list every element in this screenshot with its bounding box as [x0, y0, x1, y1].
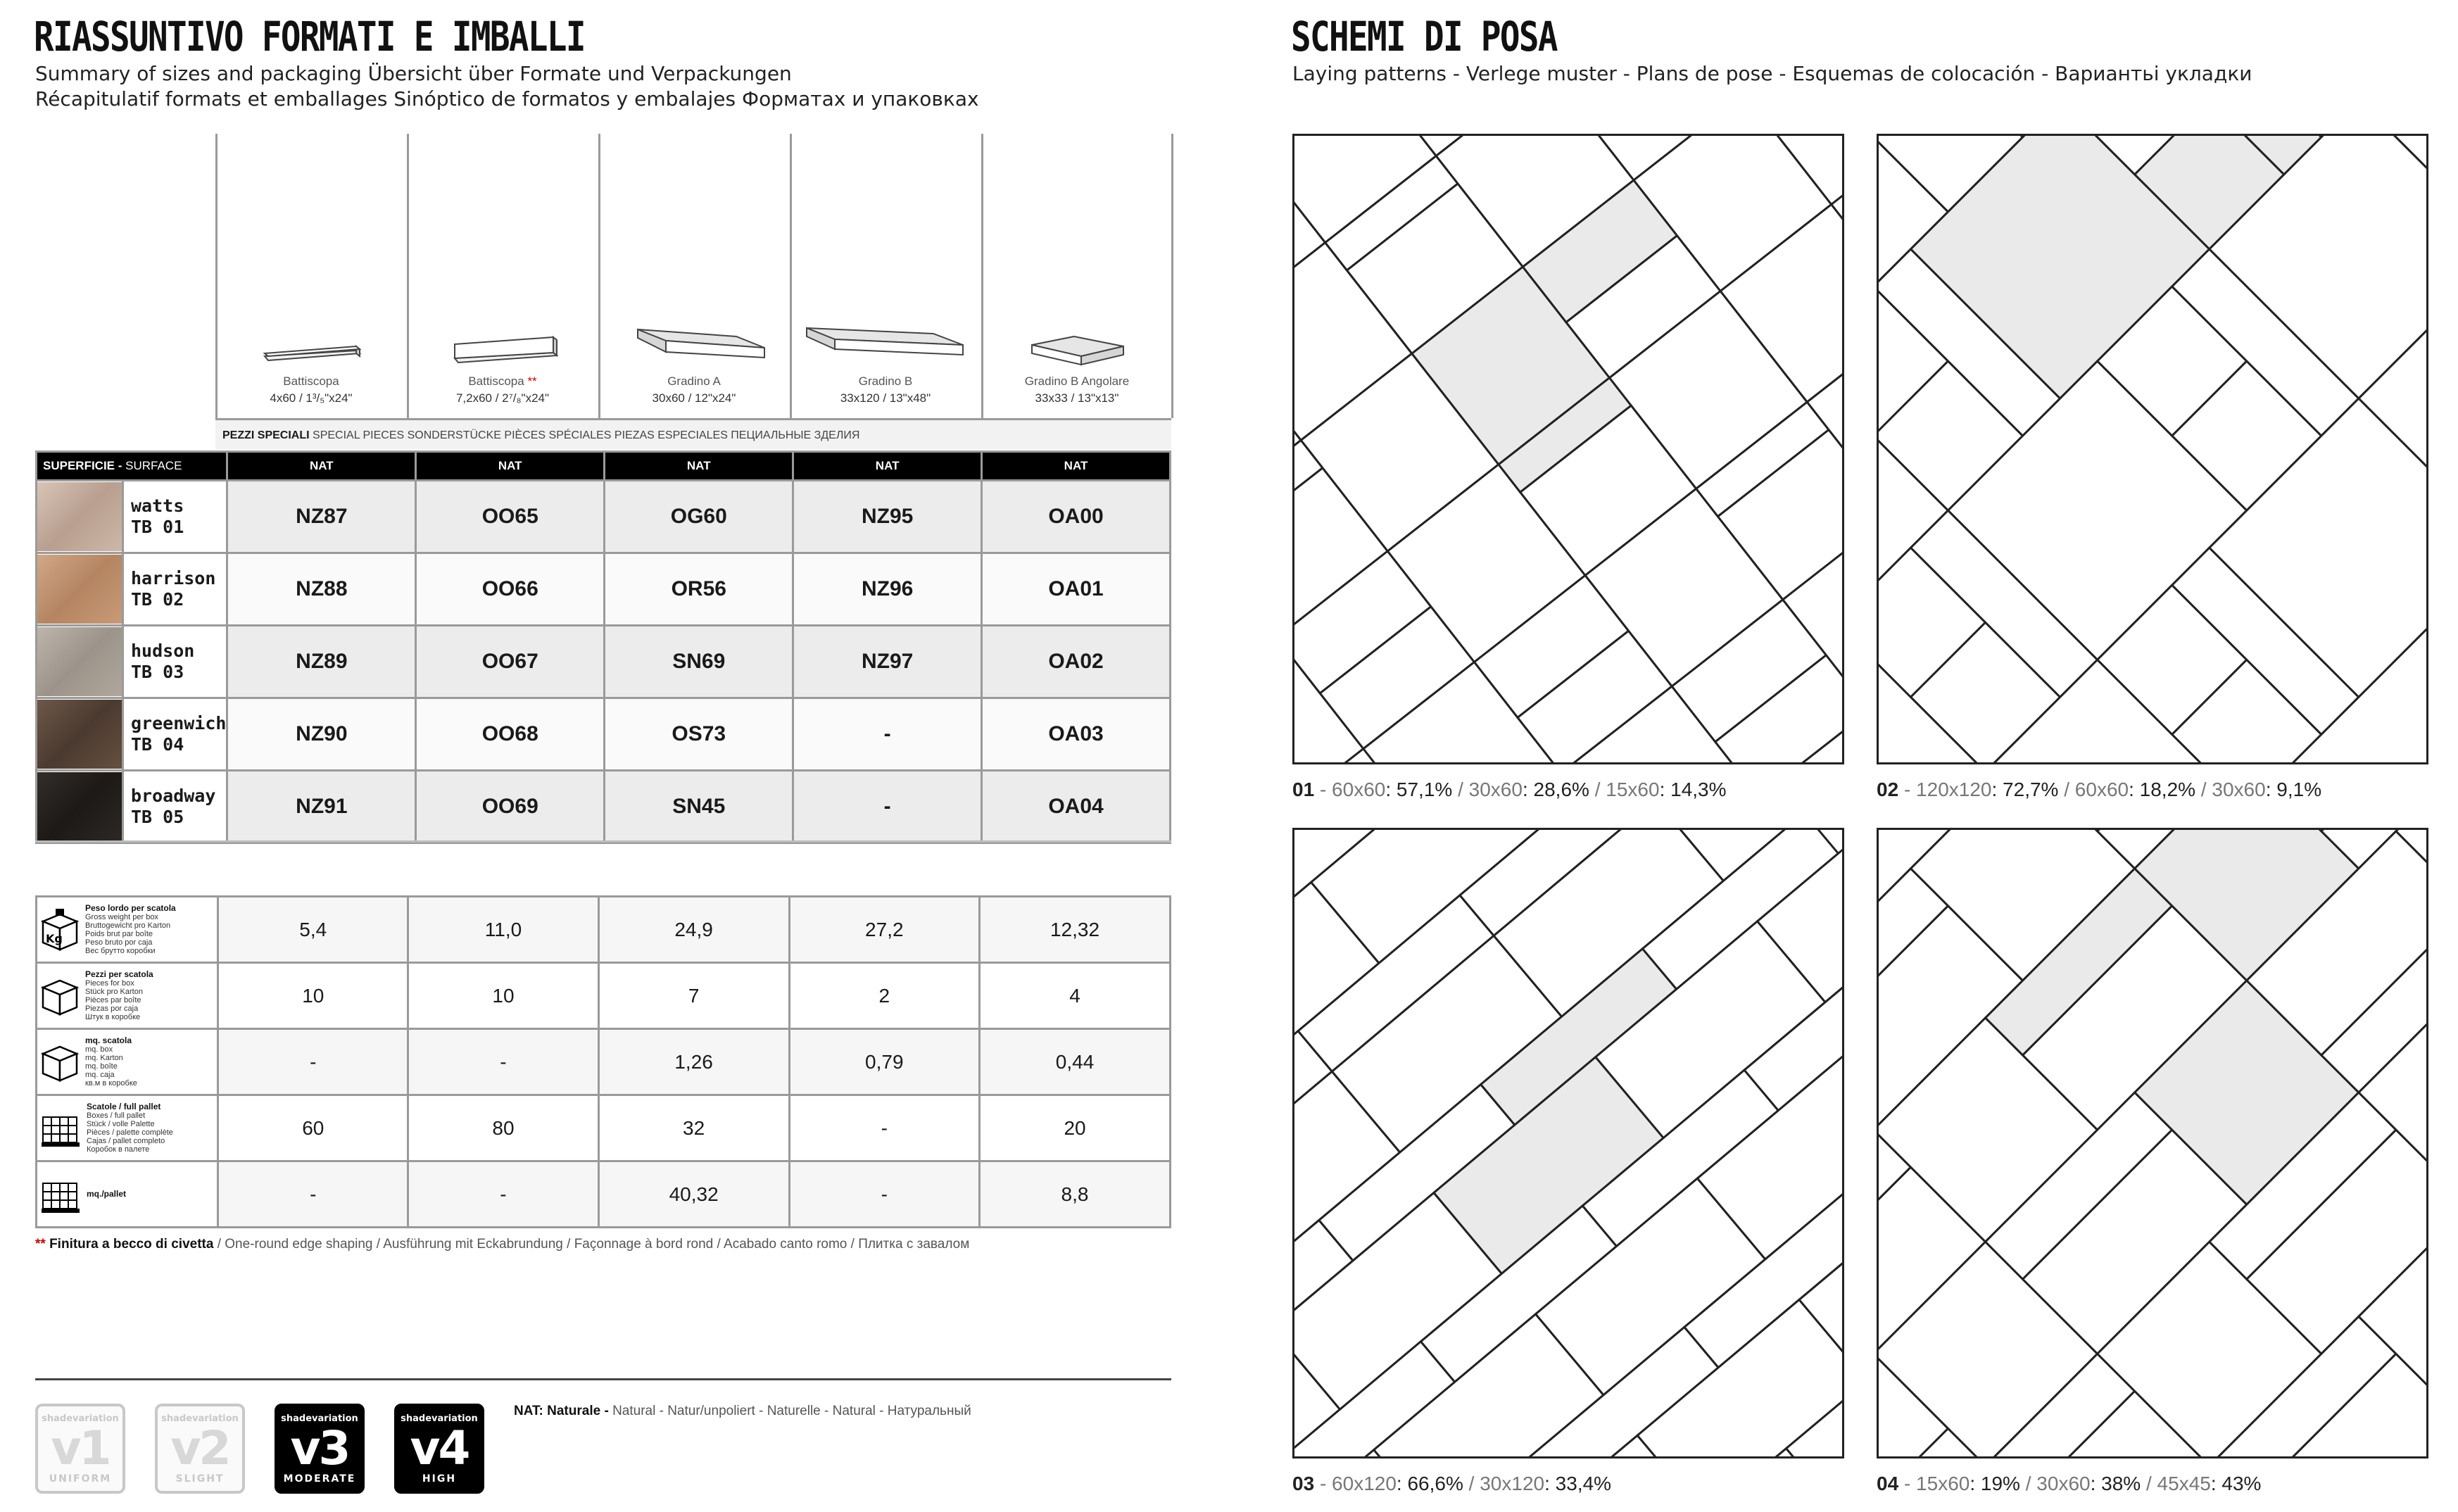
shade-badge-v4: shadevariation v4 HIGH	[394, 1404, 484, 1494]
table-row	[37, 626, 1171, 698]
step-corner-icon	[1025, 331, 1130, 370]
packaging-label: Pezzi per scatola	[85, 969, 153, 979]
packaging-value: 20	[980, 1095, 1171, 1161]
special-pieces-translations: SPECIAL PIECES SONDERSTÜCKE PIÈCES SPÉCIALES PIEZAS ESPECIALES ПЕЦИАЛЬНЫЕ ЗДЕЛИЯ	[313, 429, 860, 441]
packaging-value: 5,4	[218, 897, 408, 963]
code-cell: OS73	[605, 698, 793, 771]
product-mark-2: **	[527, 374, 537, 388]
pattern-04-caption: 04 - 15x60: 19% / 30x60: 38% / 45x45: 43%	[1877, 1473, 2262, 1494]
code-cell: OO65	[416, 481, 605, 553]
packaging-value: 40,32	[598, 1161, 789, 1228]
swatch-watts	[37, 482, 122, 551]
finish-header-3: NAT	[605, 452, 793, 481]
packaging-table	[35, 895, 1171, 1228]
bottom-rule	[35, 1378, 1171, 1380]
special-pieces-band	[215, 418, 1171, 449]
code-cell: OO69	[416, 771, 605, 843]
box-area-icon	[40, 1041, 80, 1083]
product-size-3: 30x60 / 12"x24"	[652, 391, 736, 405]
packaging-value: 8,8	[980, 1161, 1171, 1228]
surface-code: TB 05	[131, 807, 184, 827]
packaging-value: 10	[218, 963, 408, 1029]
surface-name: watts	[131, 496, 184, 516]
packaging-row	[37, 1161, 1171, 1228]
pattern-04-drawing	[1879, 830, 2428, 1459]
pattern-02-caption: 02 - 120x120: 72,7% / 60x60: 18,2% / 30x60: 9,1%	[1877, 779, 2322, 800]
surface-code: TB 02	[131, 589, 184, 610]
packaging-value: 24,9	[598, 897, 789, 963]
surface-name: greenwich	[131, 713, 227, 733]
code-cell: NZ95	[793, 481, 982, 553]
laying-pattern-01	[1292, 134, 1844, 764]
surface-code: TB 04	[131, 734, 184, 755]
packaging-value: 27,2	[789, 897, 979, 963]
packaging-value: 11,0	[408, 897, 598, 963]
finish-header-1: NAT	[227, 452, 416, 481]
product-size-5: 33x33 / 13"x13"	[1035, 391, 1119, 405]
packaging-value: 1,26	[598, 1029, 789, 1095]
packaging-value: 0,44	[980, 1029, 1171, 1095]
code-cell: NZ89	[227, 626, 416, 698]
packaging-value: 32	[598, 1095, 789, 1161]
surface-name: broadway	[131, 786, 216, 806]
packaging-label: Scatole / full pallet	[87, 1102, 161, 1111]
finish-header-4: NAT	[793, 452, 982, 481]
finish-header-2: NAT	[416, 452, 605, 481]
packaging-value: 0,79	[789, 1029, 979, 1095]
nat-note: NAT: Naturale - Natural - Natur/unpoliert - Naturelle - Natural - Натуральный	[514, 1404, 971, 1418]
packaging-label: mq./pallet	[87, 1189, 127, 1199]
packaging-value: -	[789, 1161, 979, 1228]
surface-code: TB 03	[131, 662, 184, 682]
product-header-area	[215, 134, 1171, 418]
code-cell: -	[793, 771, 982, 843]
swatch-broadway	[37, 772, 122, 841]
code-cell: OO68	[416, 698, 605, 771]
laying-pattern-04	[1877, 828, 2428, 1459]
finish-header-5: NAT	[982, 452, 1171, 481]
product-name-2: Battiscopa	[468, 374, 524, 388]
packaging-row: Kg Peso lordo per scatola Gross weight per box Bruttogewicht pro Karton Poids brut par boîte Peso bruto por caja Вес брутто коробки 5,4 11,0 24,9 27,2 12,32	[37, 897, 1171, 963]
code-cell: NZ91	[227, 771, 416, 843]
svg-text:Kg: Kg	[46, 931, 63, 945]
surface-name: hudson	[131, 641, 195, 661]
code-cell: SN69	[605, 626, 793, 698]
code-cell: OA00	[982, 481, 1171, 553]
product-size-1: 4x60 / 1³/₅"x24"	[270, 391, 353, 405]
surface-header-row	[37, 452, 1171, 481]
code-cell: OA04	[982, 771, 1171, 843]
packaging-value: 80	[408, 1095, 598, 1161]
table-row	[37, 553, 1171, 626]
code-cell: NZ87	[227, 481, 416, 553]
packaging-value: 2	[789, 963, 979, 1029]
surface-header: SUPERFICIE - SURFACE	[37, 452, 227, 481]
weight-box-icon	[40, 907, 80, 952]
left-subtitle-line1: Summary of sizes and packaging Übersicht über Formate und Verpackungen	[35, 62, 792, 85]
packaging-value: 10	[408, 963, 598, 1029]
code-cell: NZ96	[793, 553, 982, 626]
special-pieces-label: PEZZI SPECIALI	[222, 429, 310, 441]
skirting-round-icon	[448, 334, 567, 366]
code-cell: OG60	[605, 481, 793, 553]
packaging-label: mq. scatola	[85, 1035, 132, 1045]
packaging-value: 12,32	[980, 897, 1171, 963]
laying-pattern-02	[1877, 134, 2428, 764]
surface-name: harrison	[131, 568, 216, 588]
code-cell: NZ88	[227, 553, 416, 626]
packaging-value: 7	[598, 963, 789, 1029]
swatch-greenwich	[37, 700, 122, 769]
code-cell: -	[793, 698, 982, 771]
pallet-area-icon	[40, 1173, 82, 1216]
product-name-1: Battiscopa	[283, 374, 339, 388]
footnote: ** Finitura a becco di civetta / One-round edge shaping / Ausführung mit Eckabrundung / Façonnage à bord rond / Acabado canto romo / Плитка с завалом	[35, 1237, 970, 1252]
step-b-icon	[800, 324, 969, 366]
shade-badge-v3: shadevariation v3 MODERATE	[275, 1404, 365, 1494]
table-bottom-rule	[35, 840, 1171, 843]
product-name-5: Gradino B Angolare	[1024, 374, 1130, 388]
pattern-02-drawing	[1879, 136, 2428, 764]
box-icon	[40, 975, 80, 1017]
product-name-4: Gradino B	[858, 374, 913, 388]
pallet-icon	[40, 1107, 82, 1149]
code-cell: NZ97	[793, 626, 982, 698]
right-title: SCHEMI DI POSA	[1291, 13, 1557, 61]
shade-badge-v2: shadevariation v2 SLIGHT	[155, 1404, 245, 1494]
code-cell: OR56	[605, 553, 793, 626]
code-cell: OA02	[982, 626, 1171, 698]
pattern-01-caption: 01 - 60x60: 57,1% / 30x60: 28,6% / 15x60: 14,3%	[1292, 779, 1727, 800]
packaging-row: Scatole / full pallet Boxes / full pallet Stück / volle Palette Pièces / palette complète Cajas / pallet completo Коробок в палете 60 80 32 - 20	[37, 1095, 1171, 1161]
packaging-label: Peso lordo per scatola	[85, 903, 176, 913]
surface-code: TB 01	[131, 517, 184, 537]
packaging-value: -	[789, 1095, 979, 1161]
code-cell: SN45	[605, 771, 793, 843]
pattern-03-drawing	[1294, 830, 1844, 1459]
left-subtitle-line2: Récapitulatif formats et emballages Sinóptico de formatos y embalajes Форматах и упаковках	[35, 87, 979, 111]
swatch-hudson	[37, 627, 122, 696]
code-cell: NZ90	[227, 698, 416, 771]
packaging-value: -	[408, 1029, 598, 1095]
right-subtitle: Laying patterns - Verlege muster - Plans de pose - Esquemas de colocación - Вариантьі укладки	[1292, 62, 2252, 85]
skirting-thin-icon	[258, 344, 370, 365]
product-size-4: 33x120 / 13"x48"	[840, 391, 931, 405]
table-row	[37, 481, 1171, 553]
packaging-value: -	[408, 1161, 598, 1228]
left-title: RIASSUNTIVO FORMATI E IMBALLI	[34, 13, 585, 61]
packaging-value: -	[218, 1161, 408, 1228]
product-size-2: 7,2x60 / 2⁷/₈"x24"	[455, 391, 550, 405]
product-name-3: Gradino A	[667, 374, 721, 388]
packaging-value: 60	[218, 1095, 408, 1161]
shade-badge-v1: shadevariation v1 UNIFORM	[35, 1404, 125, 1494]
codes-table	[35, 451, 1171, 844]
table-row	[37, 771, 1171, 843]
code-cell: OO66	[416, 553, 605, 626]
pattern-03-caption: 03 - 60x120: 66,6% / 30x120: 33,4%	[1292, 1473, 1612, 1494]
packaging-row: mq. scatola mq. box mq. Karton mq. boîte mq. caja кв.м в коробке - - 1,26 0,79 0,44	[37, 1029, 1171, 1095]
laying-pattern-03	[1292, 828, 1844, 1459]
step-a-icon	[631, 324, 771, 366]
packaging-row: Pezzi per scatola Pieces for box Stück pro Karton Pièces par boîte Piezas por caja Штук в коробке 10 10 7 2 4	[37, 963, 1171, 1029]
pattern-01-drawing	[1294, 136, 1844, 764]
swatch-cell	[37, 481, 123, 553]
code-cell: OA03	[982, 698, 1171, 771]
packaging-value: 4	[980, 963, 1171, 1029]
swatch-harrison	[37, 555, 122, 624]
table-row	[37, 698, 1171, 771]
packaging-value: -	[218, 1029, 408, 1095]
code-cell: OO67	[416, 626, 605, 698]
code-cell: OA01	[982, 553, 1171, 626]
